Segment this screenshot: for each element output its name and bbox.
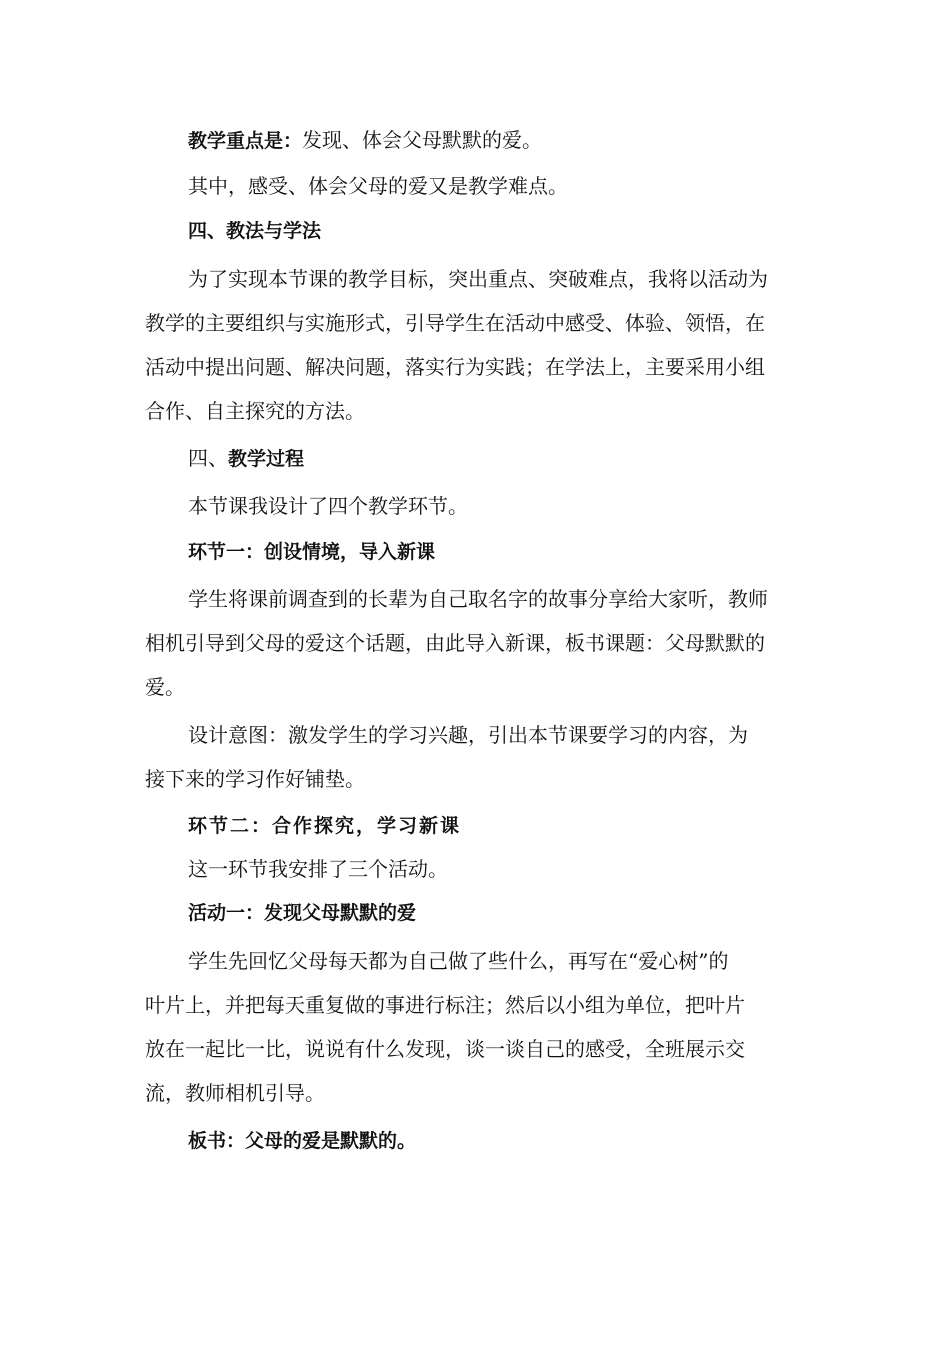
teaching-focus-text: 发现、体会父母默默的爱。	[302, 128, 543, 152]
teaching-difficulty-paragraph: 其中，感受、体会父母的爱又是教学难点。	[188, 174, 568, 198]
activity-one-paragraph-line-1: 学生先回忆父母每天都为自己做了些什么，再写在“爱心树”的	[188, 949, 729, 973]
section-heading-methods: 四、教法与学法	[188, 220, 322, 242]
design-intent-line-2: 接下来的学习作好铺垫。	[145, 767, 365, 791]
section-heading-process-text: 教学过程	[228, 448, 305, 470]
teaching-focus-label: 教学重点是：	[188, 130, 303, 152]
activity-one-paragraph-line-3: 放在一起比一比，说说有什么发现，谈一谈自己的感受，全班展示交	[145, 1037, 745, 1061]
activity-one-paragraph-line-4: 流，教师相机引导。	[145, 1081, 325, 1105]
stage-two-heading: 环节二：合作探究，学习新课	[188, 815, 462, 837]
design-intent-line-1: 设计意图：激发学生的学习兴趣，引出本节课要学习的内容，为	[188, 723, 748, 747]
methods-paragraph-line-1: 为了实现本节课的教学目标，突出重点、突破难点，我将以活动为	[188, 267, 768, 291]
stage-one-paragraph-line-3: 爱。	[145, 675, 185, 699]
activity-one-heading: 活动一：发现父母默默的爱	[188, 902, 417, 924]
section-heading-process-prefix: 四、	[188, 446, 228, 470]
stage-one-paragraph-line-2: 相机引导到父母的爱这个话题，由此导入新课，板书课题：父母默默的	[145, 631, 765, 655]
section-heading-process	[188, 445, 848, 472]
activity-one-paragraph-line-2: 叶片上，并把每天重复做的事进行标注；然后以小组为单位，把叶片	[145, 993, 745, 1017]
board-note-paragraph: 板书：父母的爱是默默的。	[188, 1130, 417, 1152]
stage-one-heading: 环节一：创设情境，导入新课	[188, 541, 436, 563]
methods-paragraph-line-2: 教学的主要组织与实施形式，引导学生在活动中感受、体验、领悟，在	[145, 311, 765, 335]
process-intro-paragraph: 本节课我设计了四个教学环节。	[188, 494, 468, 518]
teaching-focus-paragraph	[188, 127, 848, 154]
stage-two-intro-paragraph: 这一环节我安排了三个活动。	[188, 857, 448, 881]
methods-paragraph-line-4: 合作、自主探究的方法。	[145, 399, 365, 423]
methods-paragraph-line-3: 活动中提出问题、解决问题，落实行为实践；在学法上，主要采用小组	[145, 355, 765, 379]
stage-one-paragraph-line-1: 学生将课前调查到的长辈为自己取名字的故事分享给大家听，教师	[188, 587, 768, 611]
